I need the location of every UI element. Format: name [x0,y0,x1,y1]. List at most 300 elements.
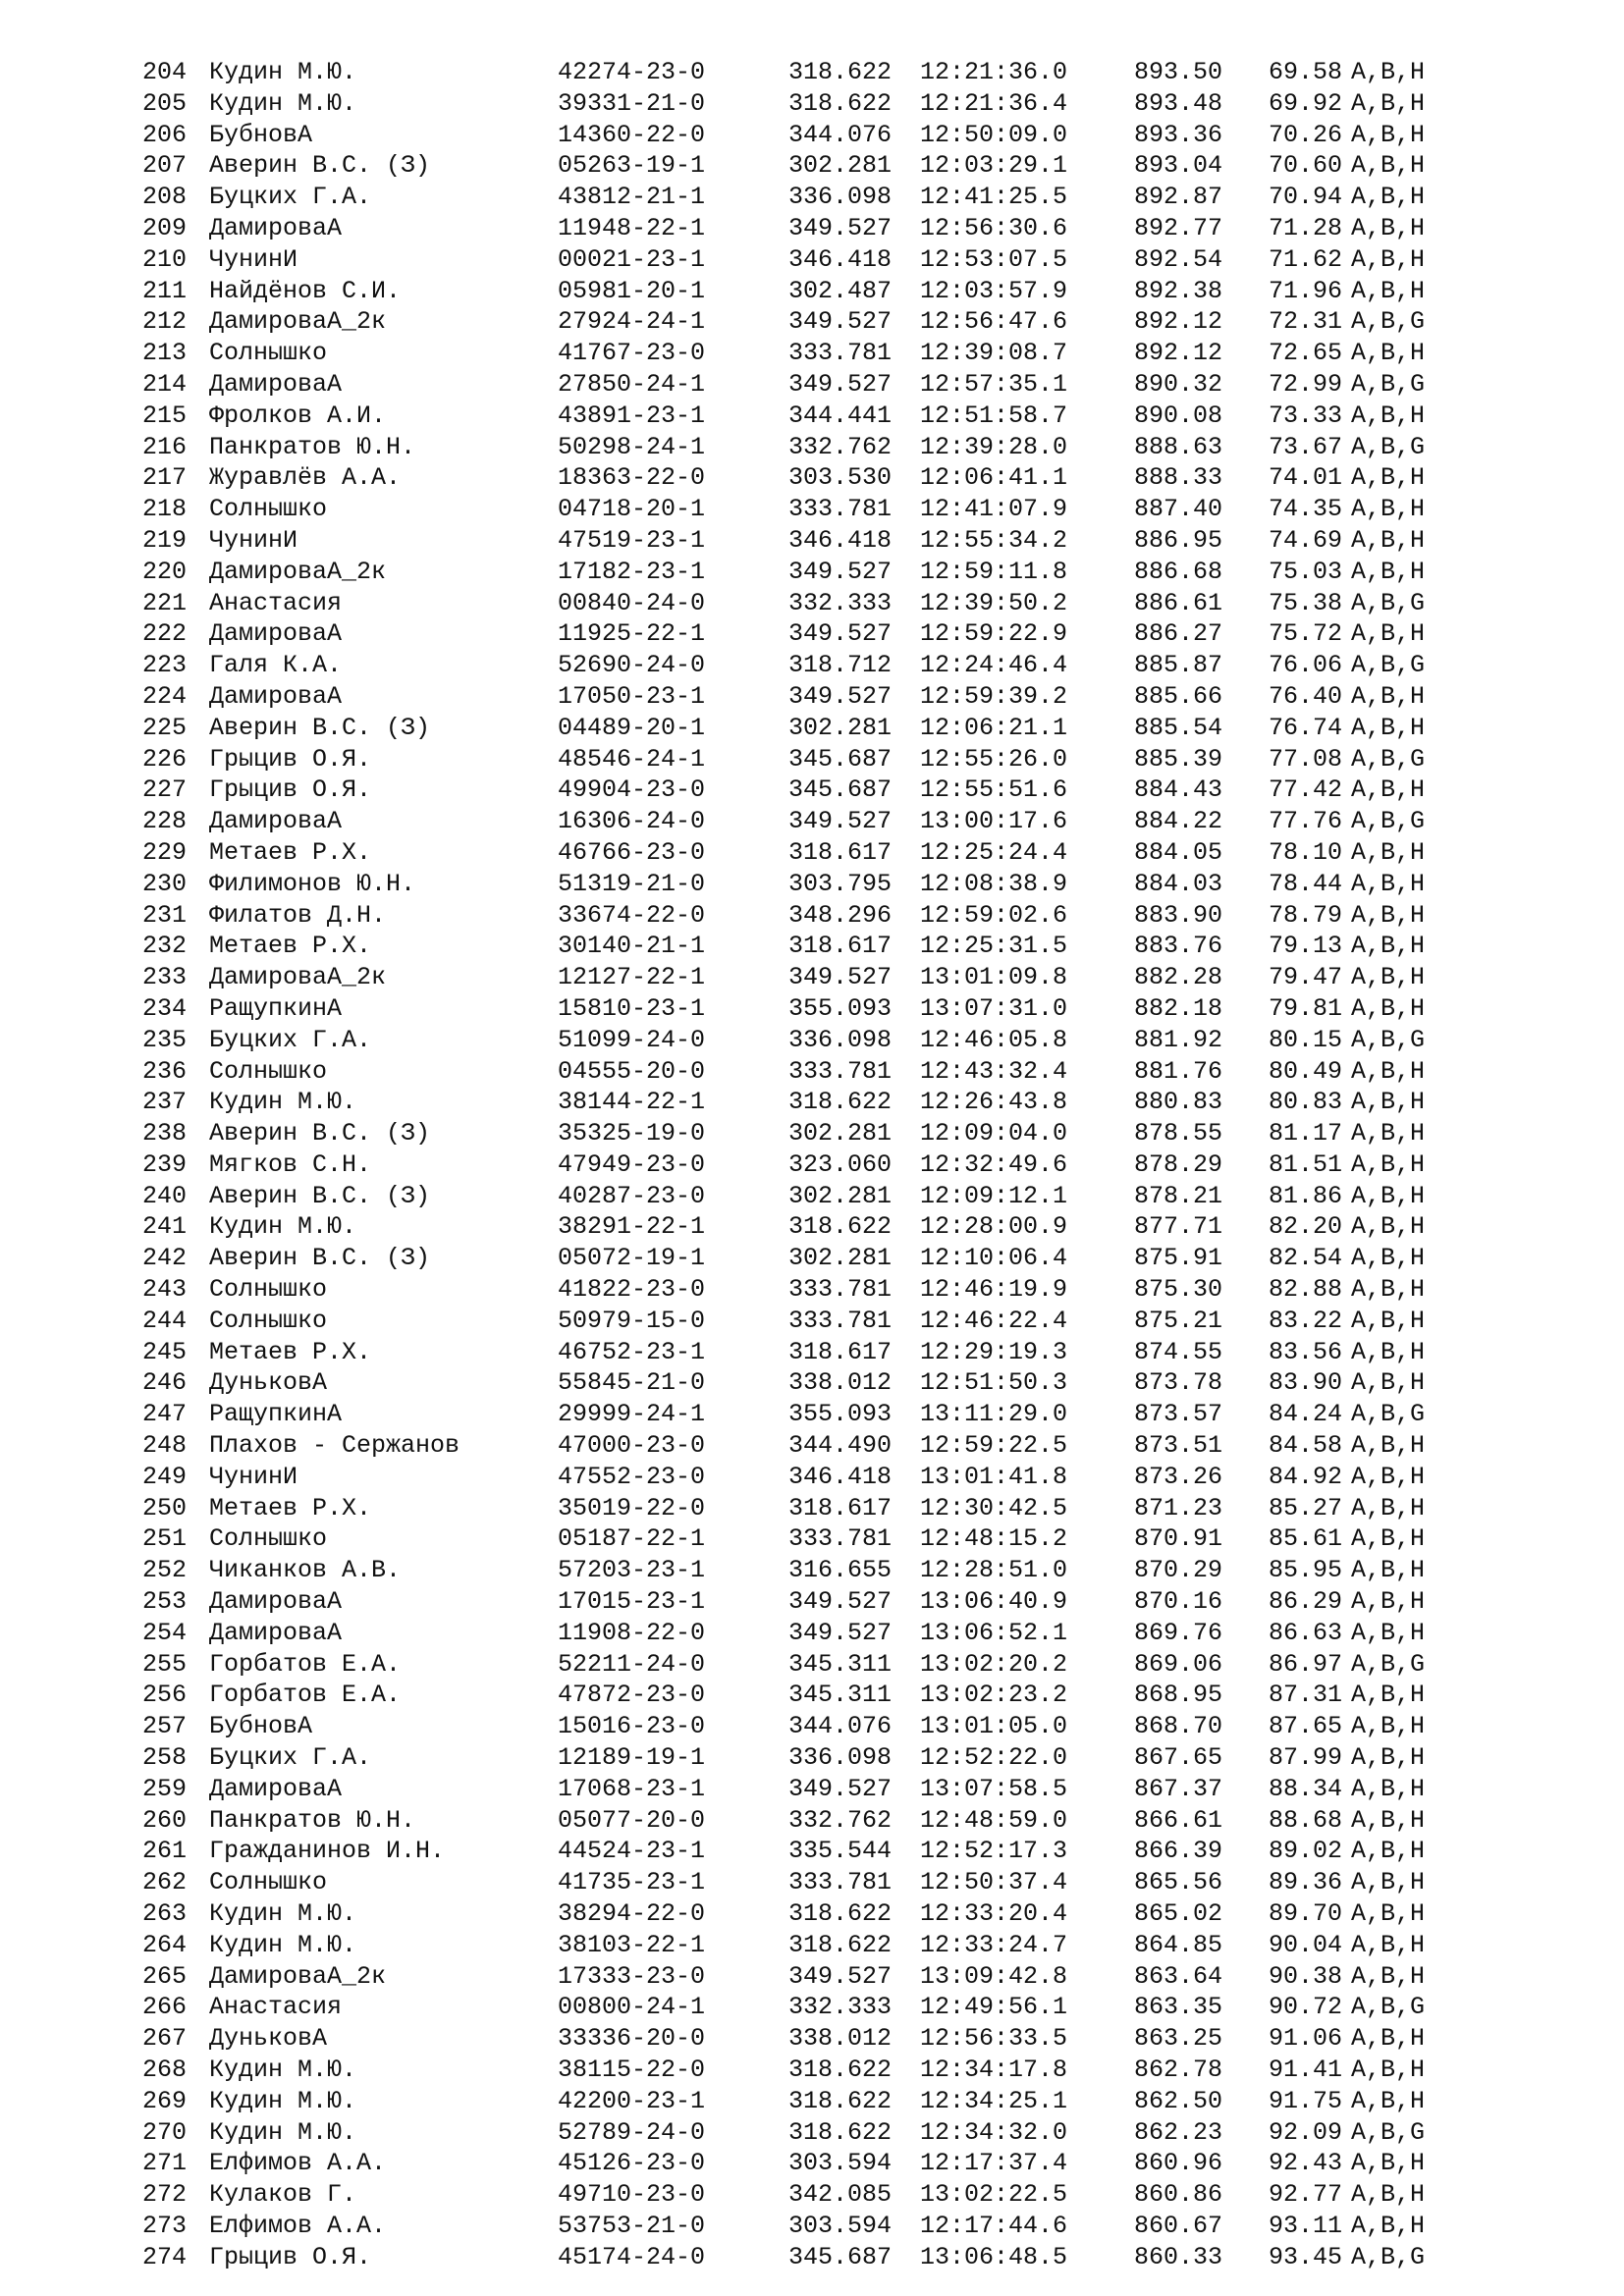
owner-cell: Кудин М.Ю. [209,88,357,118]
speed-cell: 873.57 [1134,1400,1223,1429]
category-cell: A,B,H [1351,993,1426,1023]
speed-cell: 884.22 [1134,807,1223,836]
coefficient-cell: 91.41 [1269,2056,1343,2084]
coefficient-cell: 93.45 [1269,2242,1343,2271]
owner-cell: Плахов - Сержанов [209,1431,460,1461]
ring-cell: 38115-22-0 [558,2056,706,2084]
table-row [142,1586,1517,1618]
distance-cell: 355.093 [788,1400,893,1429]
place-cell: 266 [142,1993,188,2022]
place-cell: 232 [142,932,188,961]
category-cell: A,B,H [1351,1899,1426,1929]
category-cell: A,B,H [1351,1088,1426,1117]
arrival-time-cell: 12:59:02.6 [920,900,1068,930]
table-row [142,432,1517,463]
table-row [142,1056,1517,1088]
arrival-time-cell: 12:06:41.1 [920,463,1068,493]
distance-cell: 344.076 [788,120,893,149]
category-cell: A,B,H [1351,1306,1426,1335]
ring-cell: 35325-19-0 [558,1119,706,1148]
ring-cell: 05187-22-1 [558,1524,706,1554]
owner-cell: Аверин В.С. (З) [209,1244,431,1273]
owner-cell: ДамироваА [209,619,343,649]
coefficient-cell: 83.56 [1269,1337,1343,1366]
table-row [142,1523,1517,1555]
table-row [142,806,1517,837]
arrival-time-cell: 12:55:26.0 [920,744,1068,774]
arrival-time-cell: 12:09:12.1 [920,1181,1068,1210]
table-row [142,2023,1517,2055]
ring-cell: 52789-24-0 [558,2117,706,2147]
place-cell: 272 [142,2180,188,2210]
arrival-time-cell: 12:34:17.8 [920,2056,1068,2084]
place-cell: 231 [142,900,188,930]
table-row [142,2055,1517,2086]
table-row [142,1367,1517,1399]
category-cell: A,B,G [1351,2117,1426,2147]
speed-cell: 866.39 [1134,1837,1223,1866]
owner-cell: Метаев Р.Х. [209,837,372,867]
category-cell: A,B,G [1351,651,1426,680]
owner-cell: ДуньковА [209,2024,328,2054]
arrival-time-cell: 12:56:30.6 [920,213,1068,242]
ring-cell: 35019-22-0 [558,1493,706,1522]
ring-cell: 42274-23-0 [558,58,706,86]
distance-cell: 333.781 [788,495,893,524]
category-cell: A,B,H [1351,900,1426,930]
place-cell: 234 [142,993,188,1023]
coefficient-cell: 85.95 [1269,1556,1343,1585]
category-cell: A,B,H [1351,557,1426,586]
speed-cell: 868.70 [1134,1712,1223,1741]
coefficient-cell: 70.26 [1269,120,1343,149]
speed-cell: 863.25 [1134,2024,1223,2054]
place-cell: 245 [142,1337,188,1366]
arrival-time-cell: 12:51:50.3 [920,1368,1068,1398]
category-cell: A,B,H [1351,495,1426,524]
arrival-time-cell: 13:02:23.2 [920,1681,1068,1710]
table-row [142,1149,1517,1181]
speed-cell: 862.78 [1134,2056,1223,2084]
distance-cell: 349.527 [788,557,893,586]
place-cell: 264 [142,1930,188,1959]
distance-cell: 318.617 [788,837,893,867]
owner-cell: Аверин В.С. (З) [209,713,431,742]
coefficient-cell: 81.86 [1269,1181,1343,1210]
speed-cell: 885.66 [1134,681,1223,711]
coefficient-cell: 91.75 [1269,2086,1343,2115]
arrival-time-cell: 12:28:00.9 [920,1212,1068,1242]
arrival-time-cell: 12:34:25.1 [920,2086,1068,2115]
category-cell: A,B,H [1351,1337,1426,1366]
distance-cell: 349.527 [788,619,893,649]
ring-cell: 17333-23-0 [558,1961,706,1991]
coefficient-cell: 74.35 [1269,495,1343,524]
ring-cell: 41822-23-0 [558,1275,706,1305]
ring-cell: 05981-20-1 [558,276,706,305]
place-cell: 210 [142,244,188,274]
ring-cell: 47000-23-0 [558,1431,706,1461]
table-row [142,338,1517,369]
distance-cell: 345.687 [788,744,893,774]
place-cell: 254 [142,1618,188,1647]
coefficient-cell: 92.43 [1269,2149,1343,2178]
distance-cell: 349.527 [788,963,893,992]
coefficient-cell: 69.58 [1269,58,1343,86]
arrival-time-cell: 12:41:07.9 [920,495,1068,524]
ring-cell: 18363-22-0 [558,463,706,493]
speed-cell: 870.91 [1134,1524,1223,1554]
category-cell: A,B,H [1351,244,1426,274]
place-cell: 206 [142,120,188,149]
arrival-time-cell: 12:17:44.6 [920,2211,1068,2240]
place-cell: 229 [142,837,188,867]
ring-cell: 04489-20-1 [558,713,706,742]
table-row [142,120,1517,151]
coefficient-cell: 70.94 [1269,183,1343,212]
coefficient-cell: 80.49 [1269,1056,1343,1086]
arrival-time-cell: 12:25:24.4 [920,837,1068,867]
coefficient-cell: 80.83 [1269,1088,1343,1117]
arrival-time-cell: 13:02:20.2 [920,1649,1068,1679]
place-cell: 233 [142,963,188,992]
speed-cell: 878.29 [1134,1149,1223,1179]
speed-cell: 885.87 [1134,651,1223,680]
distance-cell: 332.333 [788,588,893,617]
owner-cell: ЧунинИ [209,244,298,274]
table-row [142,588,1517,619]
distance-cell: 318.622 [788,1899,893,1929]
speed-cell: 882.28 [1134,963,1223,992]
category-cell: A,B,H [1351,775,1426,805]
ring-cell: 44524-23-1 [558,1837,706,1866]
ring-cell: 47872-23-0 [558,1681,706,1710]
coefficient-cell: 70.60 [1269,151,1343,181]
owner-cell: Буцких Г.А. [209,1743,372,1773]
place-cell: 253 [142,1587,188,1617]
place-cell: 208 [142,183,188,212]
ring-cell: 52211-24-0 [558,1649,706,1679]
owner-cell: БубновА [209,1712,313,1741]
table-row [142,1742,1517,1774]
speed-cell: 869.76 [1134,1618,1223,1647]
distance-cell: 349.527 [788,681,893,711]
speed-cell: 881.76 [1134,1056,1223,1086]
category-cell: A,B,G [1351,588,1426,617]
speed-cell: 865.56 [1134,1868,1223,1897]
owner-cell: ДамироваА_2к [209,1961,387,1991]
speed-cell: 875.91 [1134,1244,1223,1273]
table-row [142,962,1517,993]
coefficient-cell: 85.27 [1269,1493,1343,1522]
table-row [142,1181,1517,1212]
table-row [142,774,1517,806]
coefficient-cell: 89.02 [1269,1837,1343,1866]
category-cell: A,B,H [1351,1837,1426,1866]
arrival-time-cell: 12:50:37.4 [920,1868,1068,1897]
distance-cell: 345.311 [788,1649,893,1679]
table-row [142,1898,1517,1930]
ring-cell: 11908-22-0 [558,1618,706,1647]
owner-cell: РащупкинА [209,993,343,1023]
arrival-time-cell: 13:07:31.0 [920,993,1068,1023]
distance-cell: 333.781 [788,339,893,368]
table-row [142,1992,1517,2023]
owner-cell: Гражданинов И.Н. [209,1837,446,1866]
speed-cell: 870.16 [1134,1587,1223,1617]
arrival-time-cell: 12:33:20.4 [920,1899,1068,1929]
arrival-time-cell: 12:46:22.4 [920,1306,1068,1335]
owner-cell: Кудин М.Ю. [209,1899,357,1929]
table-row [142,1930,1517,1961]
category-cell: A,B,H [1351,1244,1426,1273]
place-cell: 209 [142,213,188,242]
category-cell: A,B,H [1351,120,1426,149]
ring-cell: 38103-22-1 [558,1930,706,1959]
ring-cell: 17182-23-1 [558,557,706,586]
place-cell: 226 [142,744,188,774]
owner-cell: Кудин М.Ю. [209,2086,357,2115]
category-cell: A,B,G [1351,807,1426,836]
coefficient-cell: 79.81 [1269,993,1343,1023]
table-row [142,213,1517,244]
place-cell: 219 [142,525,188,555]
place-cell: 213 [142,339,188,368]
coefficient-cell: 89.70 [1269,1899,1343,1929]
place-cell: 228 [142,807,188,836]
arrival-time-cell: 12:06:21.1 [920,713,1068,742]
ring-cell: 12189-19-1 [558,1743,706,1773]
owner-cell: Метаев Р.Х. [209,932,372,961]
distance-cell: 335.544 [788,1837,893,1866]
arrival-time-cell: 12:48:59.0 [920,1805,1068,1835]
category-cell: A,B,H [1351,463,1426,493]
owner-cell: Грыцив О.Я. [209,744,372,774]
arrival-time-cell: 12:08:38.9 [920,869,1068,898]
place-cell: 260 [142,1805,188,1835]
arrival-time-cell: 12:46:05.8 [920,1025,1068,1054]
category-cell: A,B,H [1351,1149,1426,1179]
table-row [142,88,1517,120]
table-row [142,1836,1517,1867]
table-row [142,931,1517,962]
owner-cell: Горбатов Е.А. [209,1649,402,1679]
coefficient-cell: 86.29 [1269,1587,1343,1617]
owner-cell: Солнышко [209,495,328,524]
category-cell: A,B,H [1351,1961,1426,1991]
distance-cell: 344.490 [788,1431,893,1461]
table-row [142,1805,1517,1837]
table-row [142,1462,1517,1493]
table-row [142,369,1517,400]
table-row [142,1774,1517,1805]
coefficient-cell: 82.20 [1269,1212,1343,1242]
distance-cell: 344.441 [788,400,893,430]
arrival-time-cell: 12:25:31.5 [920,932,1068,961]
ring-cell: 05263-19-1 [558,151,706,181]
distance-cell: 318.622 [788,1930,893,1959]
category-cell: A,B,H [1351,1119,1426,1148]
speed-cell: 864.85 [1134,1930,1223,1959]
table-row [142,1274,1517,1306]
speed-cell: 892.12 [1134,339,1223,368]
speed-cell: 867.37 [1134,1774,1223,1803]
place-cell: 220 [142,557,188,586]
place-cell: 214 [142,369,188,399]
coefficient-cell: 71.62 [1269,244,1343,274]
category-cell: A,B,G [1351,2242,1426,2271]
category-cell: A,B,H [1351,1212,1426,1242]
place-cell: 215 [142,400,188,430]
owner-cell: Буцких Г.А. [209,183,372,212]
arrival-time-cell: 12:59:22.9 [920,619,1068,649]
category-cell: A,B,H [1351,1056,1426,1086]
coefficient-cell: 76.06 [1269,651,1343,680]
place-cell: 241 [142,1212,188,1242]
table-row [142,744,1517,775]
coefficient-cell: 90.38 [1269,1961,1343,1991]
arrival-time-cell: 12:59:39.2 [920,681,1068,711]
table-row [142,2117,1517,2149]
place-cell: 258 [142,1743,188,1773]
place-cell: 236 [142,1056,188,1086]
arrival-time-cell: 12:41:25.5 [920,183,1068,212]
owner-cell: ДамироваА [209,807,343,836]
arrival-time-cell: 12:56:33.5 [920,2024,1068,2054]
place-cell: 259 [142,1774,188,1803]
category-cell: A,B,H [1351,1587,1426,1617]
table-row [142,1680,1517,1711]
arrival-time-cell: 12:57:35.1 [920,369,1068,399]
distance-cell: 318.617 [788,932,893,961]
place-cell: 222 [142,619,188,649]
place-cell: 257 [142,1712,188,1741]
coefficient-cell: 85.61 [1269,1524,1343,1554]
coefficient-cell: 90.04 [1269,1930,1343,1959]
table-row [142,713,1517,744]
ring-cell: 42200-23-1 [558,2086,706,2115]
coefficient-cell: 92.09 [1269,2117,1343,2147]
ring-cell: 46766-23-0 [558,837,706,867]
speed-cell: 890.32 [1134,369,1223,399]
owner-cell: Журавлёв А.А. [209,463,402,493]
speed-cell: 877.71 [1134,1212,1223,1242]
category-cell: A,B,H [1351,1681,1426,1710]
speed-cell: 893.36 [1134,120,1223,149]
distance-cell: 338.012 [788,2024,893,2054]
category-cell: A,B,G [1351,1400,1426,1429]
owner-cell: ДуньковА [209,1368,328,1398]
owner-cell: ДамироваА_2к [209,963,387,992]
place-cell: 235 [142,1025,188,1054]
place-cell: 227 [142,775,188,805]
coefficient-cell: 83.22 [1269,1306,1343,1335]
category-cell: A,B,H [1351,1712,1426,1741]
category-cell: A,B,H [1351,963,1426,992]
speed-cell: 886.68 [1134,557,1223,586]
owner-cell: Кудин М.Ю. [209,1212,357,1242]
distance-cell: 349.527 [788,807,893,836]
ring-cell: 41735-23-1 [558,1868,706,1897]
ring-cell: 55845-21-0 [558,1368,706,1398]
ring-cell: 39331-21-0 [558,88,706,118]
owner-cell: Буцких Г.А. [209,1025,372,1054]
table-row [142,1649,1517,1681]
speed-cell: 862.23 [1134,2117,1223,2147]
table-row [142,1118,1517,1149]
arrival-time-cell: 12:53:07.5 [920,244,1068,274]
arrival-time-cell: 12:32:49.6 [920,1149,1068,1179]
distance-cell: 318.622 [788,2056,893,2084]
place-cell: 230 [142,869,188,898]
owner-cell: Кудин М.Ю. [209,1930,357,1959]
place-cell: 221 [142,588,188,617]
ring-cell: 30140-21-1 [558,932,706,961]
table-row [142,1337,1517,1368]
ring-cell: 11925-22-1 [558,619,706,649]
category-cell: A,B,H [1351,1930,1426,1959]
distance-cell: 318.712 [788,651,893,680]
place-cell: 262 [142,1868,188,1897]
ring-cell: 41767-23-0 [558,339,706,368]
ring-cell: 15810-23-1 [558,993,706,1023]
ring-cell: 00840-24-0 [558,588,706,617]
place-cell: 246 [142,1368,188,1398]
ring-cell: 49904-23-0 [558,775,706,805]
category-cell: A,B,G [1351,307,1426,337]
distance-cell: 323.060 [788,1149,893,1179]
speed-cell: 878.21 [1134,1181,1223,1210]
place-cell: 207 [142,151,188,181]
ring-cell: 05077-20-0 [558,1805,706,1835]
ring-cell: 16306-24-0 [558,807,706,836]
distance-cell: 346.418 [788,244,893,274]
table-row [142,2086,1517,2117]
table-row [142,1399,1517,1430]
place-cell: 249 [142,1462,188,1491]
ring-cell: 45126-23-0 [558,2149,706,2178]
arrival-time-cell: 12:43:32.4 [920,1056,1068,1086]
ring-cell: 43812-21-1 [558,183,706,212]
place-cell: 269 [142,2086,188,2115]
speed-cell: 874.55 [1134,1337,1223,1366]
coefficient-cell: 87.31 [1269,1681,1343,1710]
owner-cell: ДамироваА [209,369,343,399]
category-cell: A,B,H [1351,1462,1426,1491]
distance-cell: 318.622 [788,1212,893,1242]
distance-cell: 318.622 [788,2117,893,2147]
ring-cell: 12127-22-1 [558,963,706,992]
distance-cell: 302.487 [788,276,893,305]
place-cell: 224 [142,681,188,711]
distance-cell: 302.281 [788,1181,893,1210]
owner-cell: ЧунинИ [209,525,298,555]
speed-cell: 884.03 [1134,869,1223,898]
place-cell: 237 [142,1088,188,1117]
place-cell: 248 [142,1431,188,1461]
speed-cell: 882.18 [1134,993,1223,1023]
speed-cell: 892.54 [1134,244,1223,274]
place-cell: 223 [142,651,188,680]
arrival-time-cell: 12:50:09.0 [920,120,1068,149]
category-cell: A,B,H [1351,400,1426,430]
category-cell: A,B,H [1351,1743,1426,1773]
category-cell: A,B,H [1351,2056,1426,2084]
ring-cell: 04555-20-0 [558,1056,706,1086]
distance-cell: 332.762 [788,1805,893,1835]
distance-cell: 348.296 [788,900,893,930]
coefficient-cell: 87.65 [1269,1712,1343,1741]
